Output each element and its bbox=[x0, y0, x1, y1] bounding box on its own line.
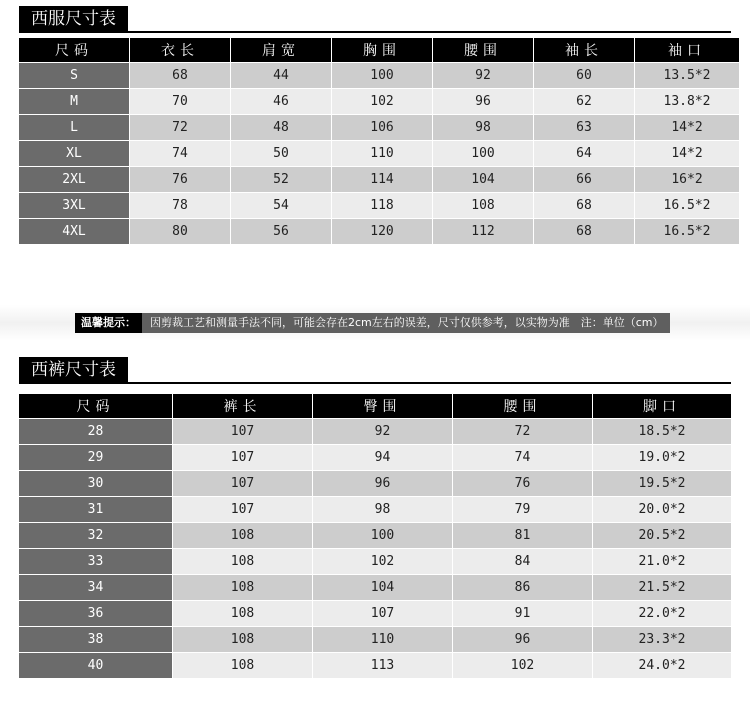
header-cell-length: 衣长 bbox=[130, 38, 230, 62]
measurement-cell: 80 bbox=[130, 219, 230, 244]
measurement-cell: 98 bbox=[433, 115, 533, 140]
measurement-cell: 70 bbox=[130, 89, 230, 114]
size-label-cell: 28 bbox=[19, 419, 172, 444]
size-label-cell: XL bbox=[19, 141, 129, 166]
measurement-cell: 68 bbox=[534, 219, 634, 244]
suit-size-table bbox=[18, 37, 740, 245]
measurement-cell: 102 bbox=[453, 653, 592, 678]
measurement-cell: 98 bbox=[313, 497, 452, 522]
pants-table-body bbox=[19, 419, 731, 678]
header-cell-waist: 腰围 bbox=[453, 394, 592, 418]
suit-title-underline bbox=[19, 31, 731, 33]
size-label-cell: 31 bbox=[19, 497, 172, 522]
measurement-cell: 24.0*2 bbox=[593, 653, 731, 678]
header-cell-shoulder: 肩宽 bbox=[231, 38, 331, 62]
size-label-cell: 32 bbox=[19, 523, 172, 548]
size-label-cell: 29 bbox=[19, 445, 172, 470]
measurement-cell: 14*2 bbox=[635, 115, 739, 140]
table-row bbox=[19, 115, 739, 140]
table-row bbox=[19, 419, 731, 444]
table-row bbox=[19, 63, 739, 88]
table-row bbox=[19, 445, 731, 470]
measurement-cell: 107 bbox=[173, 445, 312, 470]
measurement-cell: 108 bbox=[173, 601, 312, 626]
header-cell-pants-length: 裤长 bbox=[173, 394, 312, 418]
table-row bbox=[19, 653, 731, 678]
measurement-cell: 100 bbox=[332, 63, 432, 88]
measurement-cell: 44 bbox=[231, 63, 331, 88]
table-row bbox=[19, 627, 731, 652]
table-row bbox=[19, 601, 731, 626]
measurement-cell: 108 bbox=[173, 523, 312, 548]
measurement-cell: 20.5*2 bbox=[593, 523, 731, 548]
suit-header-row bbox=[19, 38, 739, 62]
table-row bbox=[19, 575, 731, 600]
table-row bbox=[19, 141, 739, 166]
measurement-cell: 18.5*2 bbox=[593, 419, 731, 444]
measurement-cell: 16.5*2 bbox=[635, 219, 739, 244]
measurement-cell: 79 bbox=[453, 497, 592, 522]
measurement-cell: 50 bbox=[231, 141, 331, 166]
measurement-cell: 19.0*2 bbox=[593, 445, 731, 470]
measurement-cell: 92 bbox=[433, 63, 533, 88]
measurement-cell: 92 bbox=[313, 419, 452, 444]
measurement-cell: 74 bbox=[130, 141, 230, 166]
measurement-cell: 21.5*2 bbox=[593, 575, 731, 600]
measurement-cell: 13.5*2 bbox=[635, 63, 739, 88]
measurement-cell: 68 bbox=[130, 63, 230, 88]
measurement-cell: 23.3*2 bbox=[593, 627, 731, 652]
measurement-cell: 52 bbox=[231, 167, 331, 192]
measurement-cell: 86 bbox=[453, 575, 592, 600]
size-label-cell: 4XL bbox=[19, 219, 129, 244]
pants-header-row bbox=[19, 394, 731, 418]
measurement-cell: 108 bbox=[433, 193, 533, 218]
measurement-cell: 16*2 bbox=[635, 167, 739, 192]
header-cell-hip: 臀围 bbox=[313, 394, 452, 418]
pants-size-table bbox=[18, 393, 732, 679]
measurement-cell: 107 bbox=[173, 497, 312, 522]
table-row bbox=[19, 193, 739, 218]
suit-chart-title: 西服尺寸表 bbox=[19, 6, 128, 32]
notice-text: 因剪裁工艺和测量手法不同，可能会存在2cm左右的误差，尺寸仅供参考，以实物为准 注：单位（cm） bbox=[142, 313, 670, 333]
measurement-cell: 96 bbox=[453, 627, 592, 652]
size-label-cell: 34 bbox=[19, 575, 172, 600]
measurement-cell: 81 bbox=[453, 523, 592, 548]
measurement-cell: 91 bbox=[453, 601, 592, 626]
measurement-cell: 96 bbox=[313, 471, 452, 496]
measurement-cell: 76 bbox=[453, 471, 592, 496]
measurement-cell: 110 bbox=[313, 627, 452, 652]
measurement-cell: 113 bbox=[313, 653, 452, 678]
measurement-cell: 102 bbox=[332, 89, 432, 114]
size-label-cell: M bbox=[19, 89, 129, 114]
measurement-cell: 112 bbox=[433, 219, 533, 244]
measurement-cell: 84 bbox=[453, 549, 592, 574]
measurement-cell: 68 bbox=[534, 193, 634, 218]
suit-table-body bbox=[19, 63, 739, 244]
size-label-cell: 36 bbox=[19, 601, 172, 626]
notice-bar bbox=[75, 313, 670, 333]
table-row bbox=[19, 523, 731, 548]
measurement-cell: 96 bbox=[433, 89, 533, 114]
header-cell-size: 尺码 bbox=[19, 38, 129, 62]
measurement-cell: 76 bbox=[130, 167, 230, 192]
measurement-cell: 94 bbox=[313, 445, 452, 470]
measurement-cell: 60 bbox=[534, 63, 634, 88]
measurement-cell: 16.5*2 bbox=[635, 193, 739, 218]
measurement-cell: 100 bbox=[433, 141, 533, 166]
measurement-cell: 13.8*2 bbox=[635, 89, 739, 114]
size-label-cell: 3XL bbox=[19, 193, 129, 218]
measurement-cell: 118 bbox=[332, 193, 432, 218]
measurement-cell: 62 bbox=[534, 89, 634, 114]
measurement-cell: 72 bbox=[130, 115, 230, 140]
table-row bbox=[19, 471, 731, 496]
table-row bbox=[19, 219, 739, 244]
measurement-cell: 108 bbox=[173, 575, 312, 600]
size-label-cell: 2XL bbox=[19, 167, 129, 192]
header-cell-chest: 胸围 bbox=[332, 38, 432, 62]
header-cell-sleeve-length: 袖长 bbox=[534, 38, 634, 62]
pants-chart-title: 西裤尺寸表 bbox=[19, 357, 128, 383]
table-row bbox=[19, 167, 739, 192]
measurement-cell: 104 bbox=[433, 167, 533, 192]
table-row bbox=[19, 89, 739, 114]
measurement-cell: 107 bbox=[173, 471, 312, 496]
measurement-cell: 107 bbox=[313, 601, 452, 626]
measurement-cell: 110 bbox=[332, 141, 432, 166]
header-cell-leg-opening: 脚口 bbox=[593, 394, 731, 418]
measurement-cell: 20.0*2 bbox=[593, 497, 731, 522]
measurement-cell: 100 bbox=[313, 523, 452, 548]
measurement-cell: 114 bbox=[332, 167, 432, 192]
measurement-cell: 19.5*2 bbox=[593, 471, 731, 496]
size-label-cell: 30 bbox=[19, 471, 172, 496]
header-cell-size: 尺码 bbox=[19, 394, 172, 418]
measurement-cell: 63 bbox=[534, 115, 634, 140]
measurement-cell: 56 bbox=[231, 219, 331, 244]
table-row bbox=[19, 497, 731, 522]
measurement-cell: 14*2 bbox=[635, 141, 739, 166]
measurement-cell: 74 bbox=[453, 445, 592, 470]
notice-label: 温馨提示： bbox=[75, 313, 142, 333]
measurement-cell: 120 bbox=[332, 219, 432, 244]
measurement-cell: 102 bbox=[313, 549, 452, 574]
measurement-cell: 48 bbox=[231, 115, 331, 140]
measurement-cell: 21.0*2 bbox=[593, 549, 731, 574]
measurement-cell: 108 bbox=[173, 627, 312, 652]
pants-title-underline bbox=[19, 382, 731, 384]
size-label-cell: 33 bbox=[19, 549, 172, 574]
measurement-cell: 108 bbox=[173, 549, 312, 574]
measurement-cell: 64 bbox=[534, 141, 634, 166]
size-label-cell: S bbox=[19, 63, 129, 88]
measurement-cell: 106 bbox=[332, 115, 432, 140]
measurement-cell: 104 bbox=[313, 575, 452, 600]
table-row bbox=[19, 549, 731, 574]
measurement-cell: 107 bbox=[173, 419, 312, 444]
size-label-cell: L bbox=[19, 115, 129, 140]
header-cell-cuff: 袖口 bbox=[635, 38, 739, 62]
measurement-cell: 54 bbox=[231, 193, 331, 218]
size-label-cell: 38 bbox=[19, 627, 172, 652]
size-label-cell: 40 bbox=[19, 653, 172, 678]
measurement-cell: 72 bbox=[453, 419, 592, 444]
measurement-cell: 108 bbox=[173, 653, 312, 678]
measurement-cell: 78 bbox=[130, 193, 230, 218]
measurement-cell: 46 bbox=[231, 89, 331, 114]
measurement-cell: 22.0*2 bbox=[593, 601, 731, 626]
measurement-cell: 66 bbox=[534, 167, 634, 192]
header-cell-waist: 腰围 bbox=[433, 38, 533, 62]
